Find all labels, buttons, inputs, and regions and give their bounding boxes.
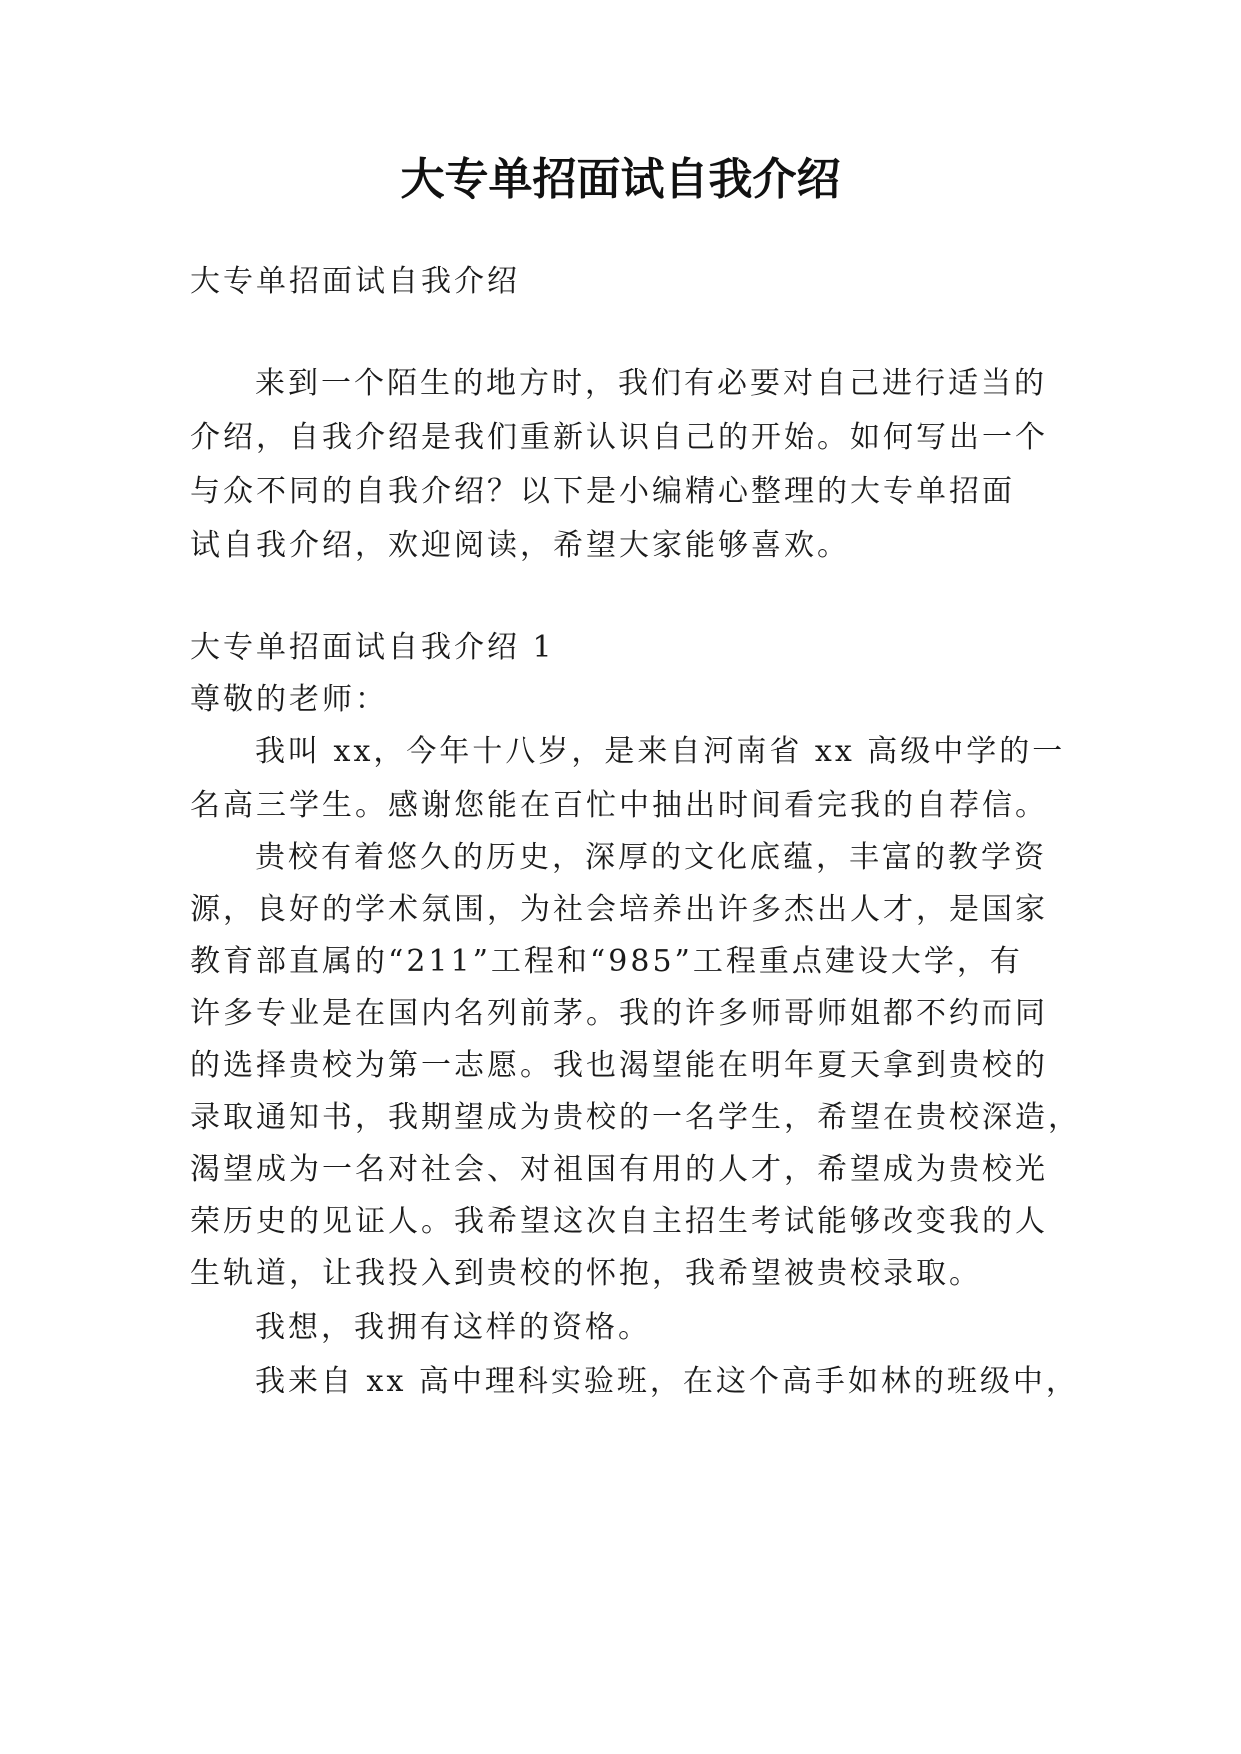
body-line: 荣历史的见证人。我希望这次自主招生考试能够改变我的人 <box>190 1204 1048 1239</box>
body-line: 我想，我拥有这样的资格。 <box>255 1310 651 1345</box>
body-line: 渴望成为一名对社会、对祖国有用的人才，希望成为贵校光 <box>190 1152 1048 1187</box>
body-line: 许多专业是在国内名列前茅。我的许多师哥师姐都不约而同 <box>190 996 1048 1031</box>
intro-line: 介绍，自我介绍是我们重新认识自己的开始。如何写出一个 <box>190 420 1048 455</box>
body-line: 贵校有着悠久的历史，深厚的文化底蕴，丰富的教学资 <box>255 840 1047 875</box>
intro-line: 与众不同的自我介绍？以下是小编精心整理的大专单招面 <box>190 474 1015 509</box>
body-line: 录取通知书，我期望成为贵校的一名学生，希望在贵校深造， <box>190 1100 1081 1135</box>
salutation: 尊敬的老师： <box>190 682 388 717</box>
section-heading: 大专单招面试自我介绍 1 <box>190 630 555 665</box>
body-line: 名高三学生。感谢您能在百忙中抽出时间看完我的自荐信。 <box>190 788 1048 823</box>
body-line: 源，良好的学术氛围，为社会培养出许多杰出人才，是国家 <box>190 892 1048 927</box>
body-line: 生轨道，让我投入到贵校的怀抱，我希望被贵校录取。 <box>190 1256 982 1291</box>
body-line: 的选择贵校为第一志愿。我也渴望能在明年夏天拿到贵校的 <box>190 1048 1048 1083</box>
intro-line: 来到一个陌生的地方时，我们有必要对自己进行适当的 <box>255 366 1047 401</box>
body-line: 我叫 xx，今年十八岁，是来自河南省 xx 高级中学的一 <box>255 734 1066 769</box>
body-line: 我来自 xx 高中理科实验班，在这个高手如林的班级中， <box>255 1364 1079 1399</box>
subtitle: 大专单招面试自我介绍 <box>190 264 520 299</box>
document-title: 大专单招面试自我介绍 <box>400 154 841 205</box>
intro-line: 试自我介绍，欢迎阅读，希望大家能够喜欢。 <box>190 528 850 563</box>
body-line: 教育部直属的“211”工程和“985”工程重点建设大学，有 <box>190 944 1023 979</box>
